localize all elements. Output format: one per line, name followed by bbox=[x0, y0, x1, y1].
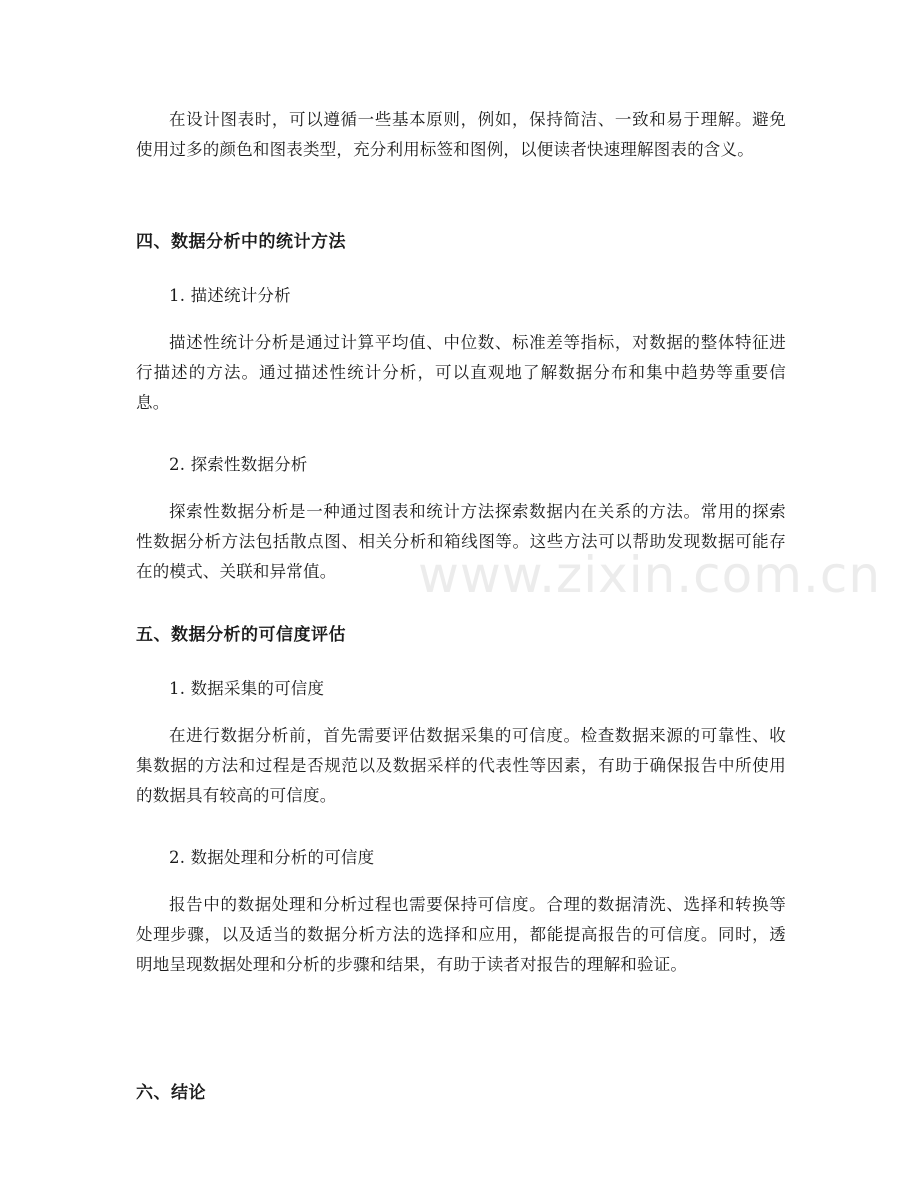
paragraph-exploratory-analysis: 探索性数据分析是一种通过图表和统计方法探索数据内在关系的方法。常用的探索性数据分析方法包括散点图、相关分析和箱线图等。这些方法可以帮助发现数据可能存在的模式、关联和异常值。 bbox=[136, 502, 786, 581]
paragraph-collection-credibility: 在进行数据分析前，首先需要评估数据采集的可信度。检查数据来源的可靠性、收集数据的方法和过程是否规范以及数据采样的代表性等因素，有助于确保报告中所使用的数据具有较高的可信度。 bbox=[136, 726, 786, 805]
subheading-4-1: 1. 描述统计分析 bbox=[169, 286, 291, 305]
subheading-4-2: 2. 探索性数据分析 bbox=[169, 455, 308, 474]
section-heading-6: 六、结论 bbox=[136, 1083, 206, 1103]
section-heading-4: 四、数据分析中的统计方法 bbox=[136, 232, 346, 252]
watermark: www.zixin.com.cn bbox=[418, 546, 882, 604]
section-heading-5: 五、数据分析的可信度评估 bbox=[136, 625, 346, 645]
subheading-5-2: 2. 数据处理和分析的可信度 bbox=[169, 848, 375, 867]
paragraph-chart-design-principles: 在设计图表时，可以遵循一些基本原则，例如，保持简洁、一致和易于理解。避免使用过多的颜色和图表类型，充分利用标签和图例，以便读者快速理解图表的含义。 bbox=[136, 110, 786, 159]
paragraph-descriptive-statistics: 描述性统计分析是通过计算平均值、中位数、标准差等指标，对数据的整体特征进行描述的方法。通过描述性统计分析，可以直观地了解数据分布和集中趋势等重要信息。 bbox=[136, 333, 786, 412]
subheading-5-1: 1. 数据采集的可信度 bbox=[169, 679, 325, 698]
paragraph-processing-credibility: 报告中的数据处理和分析过程也需要保持可信度。合理的数据清洗、选择和转换等处理步骤，以及适当的数据分析方法的选择和应用，都能提高报告的可信度。同时，透明地呈现数据处理和分析的步骤和结果，有助于读者对报告的理解和验证。 bbox=[136, 895, 786, 974]
